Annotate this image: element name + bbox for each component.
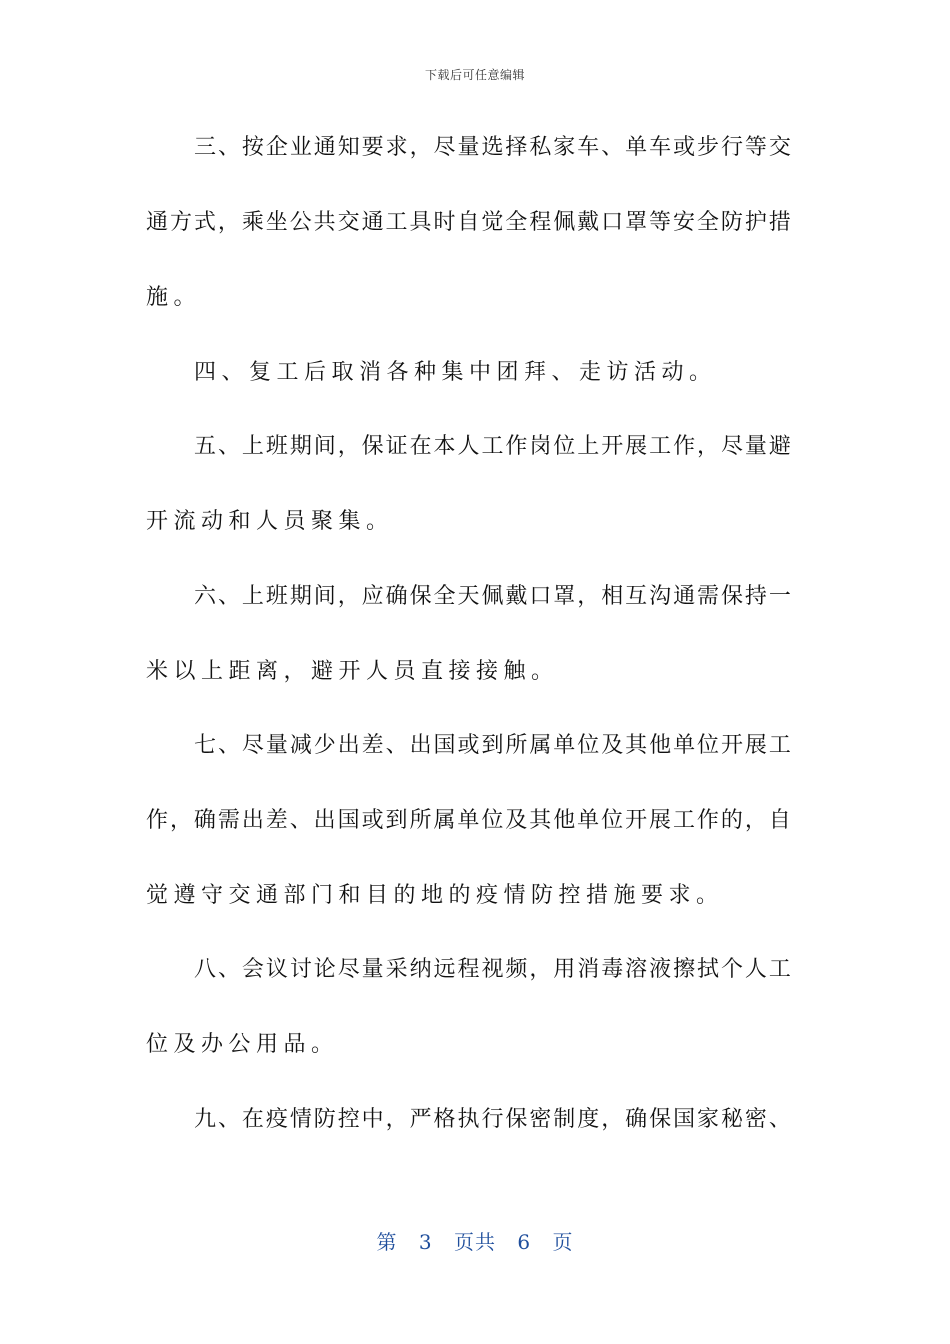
paragraph-line: 三 、 按 企 业 通 知 要 求 ， 尽 量 选 择 私 家 车 、 单 车 或 步 行 等 交 <box>194 135 791 160</box>
footer-prefix: 第 <box>376 1230 398 1254</box>
footer-page-number: 3 <box>418 1230 433 1254</box>
paragraph-line: 施。 <box>146 285 202 310</box>
paragraph-line: 四、复工后取消各种集中团拜、走访活动。 <box>194 360 717 385</box>
paragraph-line: 米以上距离，避开人员直接接触。 <box>146 659 559 684</box>
paragraph-line: 九 、 在 疫 情 防 控 中 ， 严 格 执 行 保 密 制 度 ， 确 保 国 家 秘 密 、 <box>194 1107 791 1132</box>
paragraph-line: 六 、 上 班 期 间 ， 应 确 保 全 天 佩 戴 口 罩 ， 相 互 沟 通 需 保 持 一 <box>194 584 791 609</box>
paragraph-line: 八 、 会 议 讨 论 尽 量 采 纳 远 程 视 频 ， 用 消 毒 溶 液 擦 拭 个 人 工 <box>194 957 791 982</box>
paragraph-line: 七 、 尽 量 减 少 出 差 、 出 国 或 到 所 属 单 位 及 其 他 单 位 开 展 工 <box>194 733 791 758</box>
footer-middle: 页共 <box>454 1230 496 1254</box>
paragraph-line: 开流动和人员聚集。 <box>146 509 394 534</box>
paragraph-line: 位及办公用品。 <box>146 1032 339 1057</box>
paragraph-line: 通 方 式 ， 乘 坐 公 共 交 通 工 具 时 自 觉 全 程 佩 戴 口 罩 等 安 全 防 护 措 <box>146 210 791 235</box>
paragraph-line: 作 ， 确 需 出 差 、 出 国 或 到 所 属 单 位 及 其 他 单 位 开 展 工 作 的 ， 自 <box>146 808 791 833</box>
paragraph-line: 五 、 上 班 期 间 ， 保 证 在 本 人 工 作 岗 位 上 开 展 工 作 ， 尽 量 避 <box>194 434 791 459</box>
footer-total-pages: 6 <box>517 1230 532 1254</box>
page-footer <box>0 1226 950 1255</box>
footer-suffix: 页 <box>552 1230 574 1254</box>
paragraph-line: 觉遵守交通部门和目的地的疫情防控措施要求。 <box>146 883 724 908</box>
page-header: 下载后可任意编辑 <box>424 68 525 82</box>
